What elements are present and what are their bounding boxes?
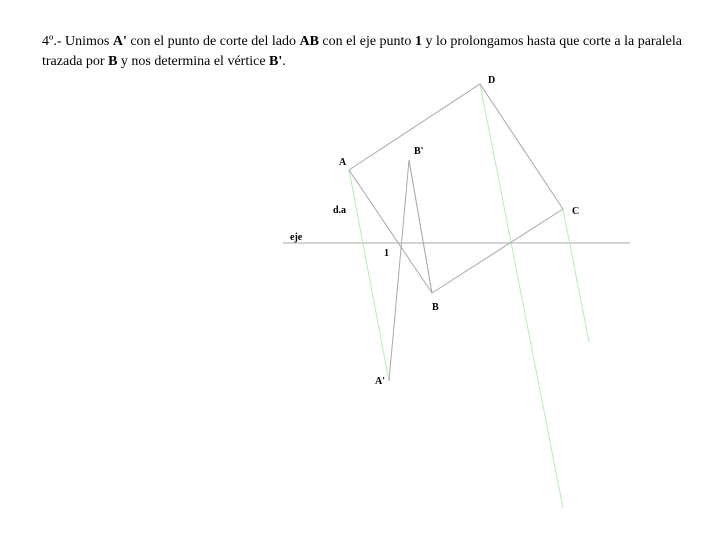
label-b: B xyxy=(432,302,439,313)
projection-line-d xyxy=(480,84,563,508)
label-a: A xyxy=(339,157,347,168)
label-eje: eje xyxy=(290,232,303,243)
affinity-line xyxy=(389,160,432,381)
label-d: D xyxy=(488,75,496,86)
projection-line-c xyxy=(563,209,589,342)
label-c: C xyxy=(572,206,580,217)
label-b-prime: B' xyxy=(414,146,424,157)
instruction-text: 4º.- Unimos A' con el punto de corte del lado AB con el eje punto 1 y lo prolongamos hasta que corte a la paralela trazada por B y nos determina el vértice B'. xyxy=(42,34,683,69)
label-a-prime: A' xyxy=(375,376,385,387)
square-abcd xyxy=(349,84,563,293)
label-da: d.a xyxy=(333,205,347,216)
label-point-one: 1 xyxy=(384,248,389,259)
projection-line-a xyxy=(349,170,389,381)
